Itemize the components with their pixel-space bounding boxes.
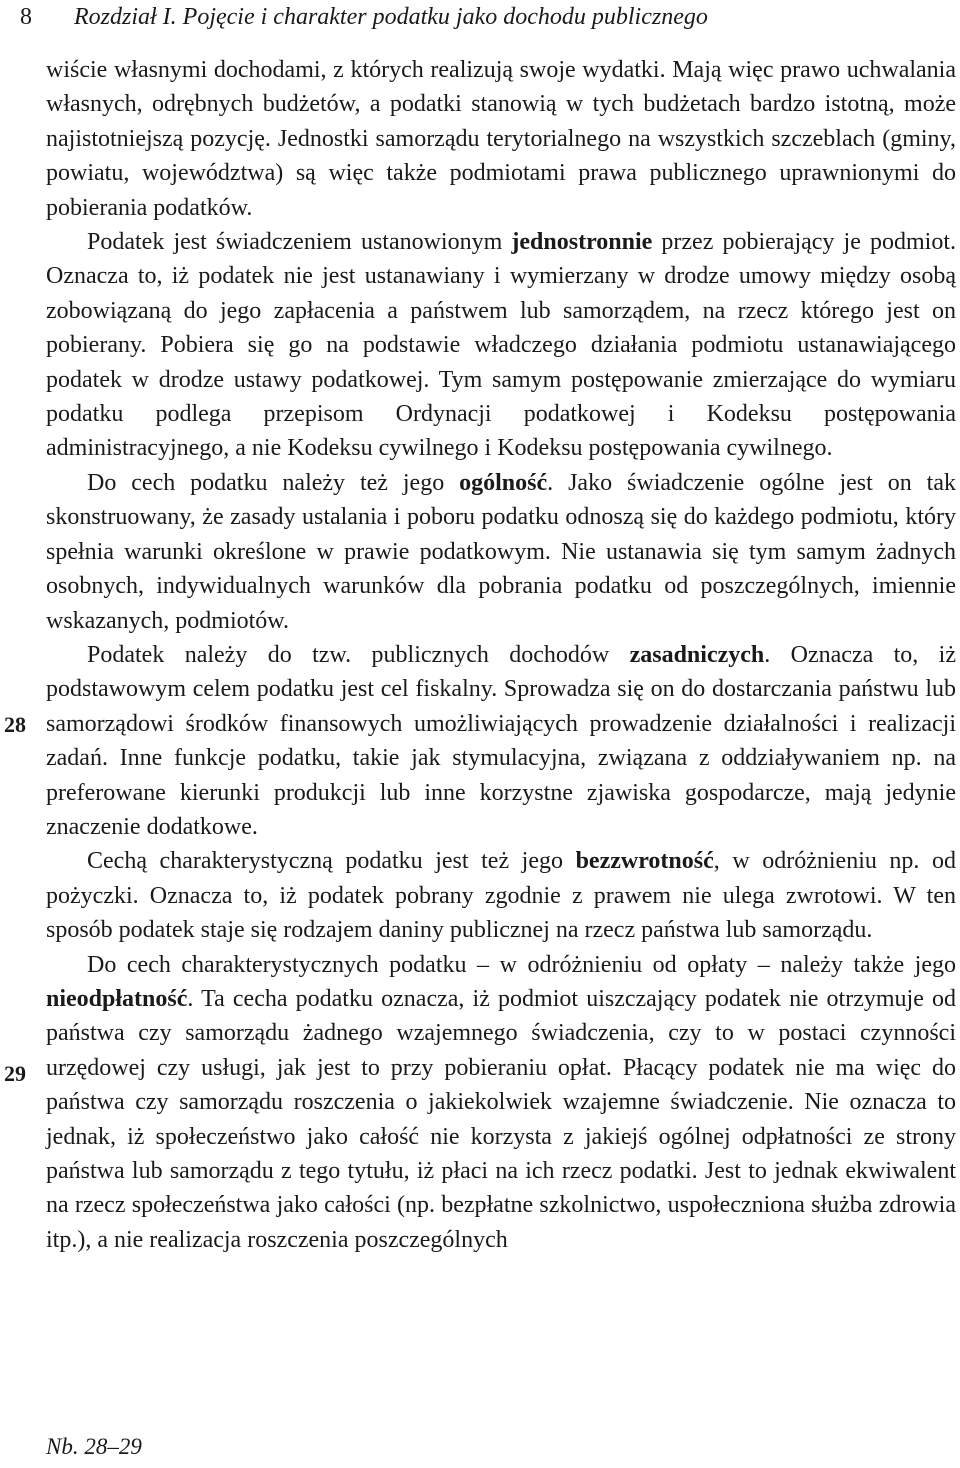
paragraph-1: wiście własnymi dochodami, z których realizują swoje wydatki. Mają więc prawo uchwalania własnych, odrębnych budżetów, a podatki stanowią w tych budżetach bardzo istotną, może najistotniejszą pozycję. Jednostki samorządu terytorialnego na wszystkich szczeblach (gminy, powiatu, województwa) są więc także podmiotami prawa publicznego uprawnionymi do pobierania podatków.: [46, 57, 956, 221]
paragraph-3: Do cech podatku należy też jego ogólność. Jako świadczenie ogólne jest on tak skonstruowany, że zasady ustalania i poboru podatku odnoszą się do każdego podmiotu, który spełnia warunki określone w prawie podatkowym. Nie ustanawia się tym samym żadnych osobnych, indywidualnych warunków dla pobrania podatku od poszczególnych, imiennie wskazanych, podmiotów.: [46, 469, 956, 634]
page-header: [20, 2, 950, 32]
bold-term-jednostronnie: jednostronnie: [511, 229, 653, 256]
paragraph-2: Podatek jest świadczeniem ustanowionym jednostronnie przez pobierający je podmiot. Oznacza to, iż podatek nie jest ustanawiany i wymierzany w drodze umowy między osobą zobowiązaną do jego zapłacenia a państwem lub samorządem, na rzecz którego jest on pobierany. Pobiera się go na podstawie władczego działania podmiotu ustanawiającego podatek w drodze ustawy podatkowej. Tym samym postępowanie zmierzające do wymiaru podatku podlega przepisom Ordynacji podatkowej i Kodeksu postępowania administracyjnego, a nie Kodeksu cywilnego i Kodeksu postępowania cywilnego.: [46, 229, 956, 462]
bold-term-zasadniczych: zasadniczych: [629, 641, 765, 668]
bold-term-bezzwrotnosc: bezzwrotność: [575, 848, 714, 875]
margin-number-28: 28: [4, 712, 26, 737]
bold-term-nieodplatnosc: nieodpłatność: [46, 985, 188, 1012]
bold-term-ogolnosc: ogólność: [459, 469, 548, 496]
body-text: [46, 53, 956, 1257]
footer-note: Nb. 28–29: [46, 1434, 142, 1459]
margin-number-29: 29: [4, 1061, 26, 1086]
paragraph-4: Podatek należy do tzw. publicznych dochodów zasadniczych. Oznacza to, iż podstawowym celem podatku jest cel fiskalny. Sprowadza się on do dostarczania państwu lub samorządowi środków finansowych umożliwiających prowadzenie działalności i realizacji zadań. Inne funkcje podatku, takie jak stymulacyjna, związana z oddziaływaniem np. na preferowane kierunki produkcji lub inne korzystne zjawiska gospodarcze, mają jedynie znaczenie dodatkowe.: [46, 641, 956, 840]
paragraph-5: Cechą charakterystyczną podatku jest też jego bezzwrotność, w odróżnieniu np. od pożyczki. Oznacza to, iż podatek pobrany zgodnie z prawem nie ulega zwrotowi. W ten sposób podatek staje się rodzajem daniny publicznej na rzecz państwa lub samorządu.: [46, 848, 956, 944]
paragraph-6: Do cech charakterystycznych podatku – w odróżnieniu od opłaty – należy także jego nieodpłatność. Ta cecha podatku oznacza, iż podmiot uiszczający podatek nie otrzymuje od państwa czy samorządu żadnego wzajemnego świadczenia, czy to w postaci czynności urzędowej czy usługi, jak jest to przy pobieraniu opłat. Płacący podatek nie ma więc do państwa czy samorządu roszczenia o jakiekolwiek wzajemne świadczenie. Nie oznacza to jednak, iż społeczeństwo jako całość nie korzysta z jakiejś ogólnej odpłatności ze strony państwa lub samorządu z tego tytułu, iż płaci na ich rzecz podatki. Jest to jednak ekwiwalent na rzecz społeczeństwa jako całości (np. bezpłatne szkolnictwo, uspołeczniona służba zdrowia itp.), a nie realizacja roszczenia poszczególnych: [46, 951, 956, 1253]
running-title: Rozdział I. Pojęcie i charakter podatku jako dochodu publicznego: [74, 4, 708, 30]
page-number: 8: [20, 4, 32, 30]
